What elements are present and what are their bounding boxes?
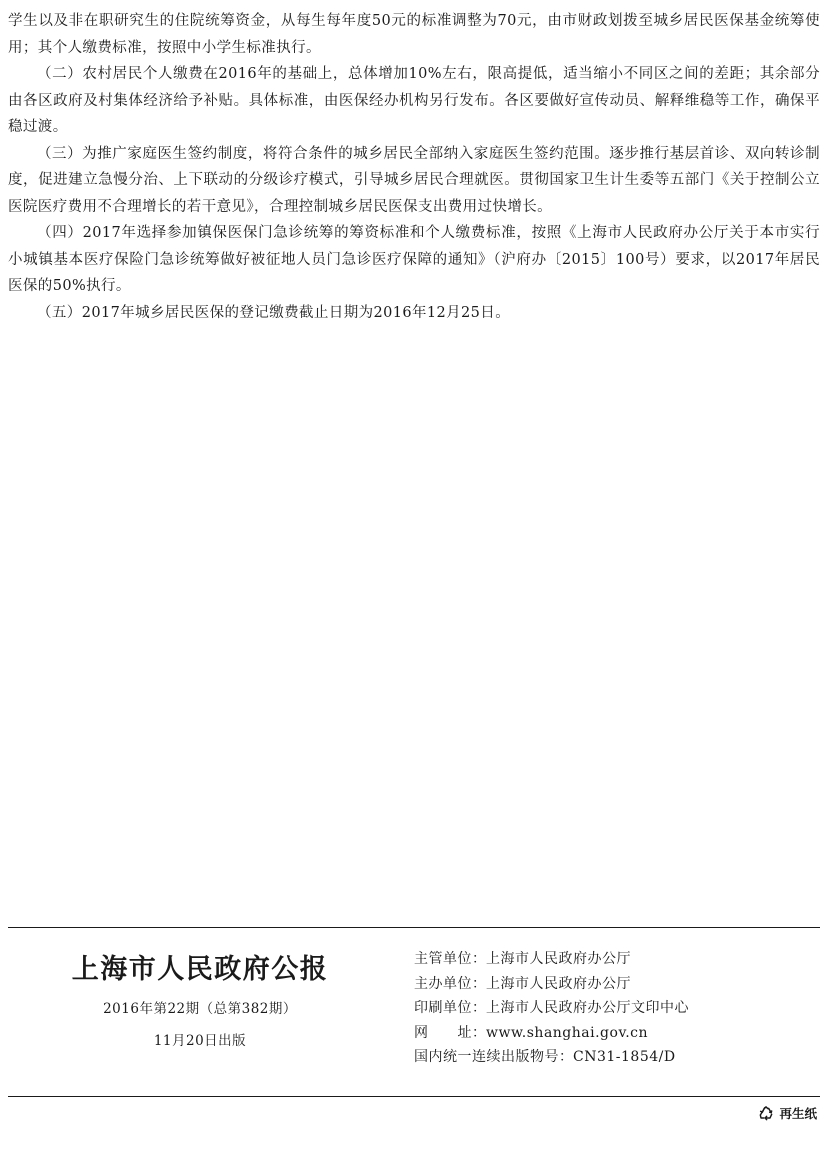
publication-date: 11月20日出版 xyxy=(153,1033,247,1049)
gazette-masthead xyxy=(8,945,392,1051)
recycled-paper-mark xyxy=(758,1104,817,1122)
info-colon: ： xyxy=(472,1024,487,1041)
gazette-title: 上海市人民政府公报 xyxy=(71,954,329,985)
info-row-website xyxy=(414,1021,820,1046)
serial-number: CN31-1854/D xyxy=(573,1049,676,1065)
paragraph-continued: 学生以及非在职研究生的住院统筹资金，从每生每年度50元的标准调整为70元，由市财政划拨至城乡居民医保基金统筹使用；其个人缴费标准，按照中小学生标准执行。 xyxy=(8,13,820,56)
recycle-icon xyxy=(758,1105,774,1121)
info-colon: ： xyxy=(472,1000,487,1016)
paragraph-item-5: （五）2017年城乡居民医保的登记缴费截止日期为2016年12月25日。 xyxy=(37,304,511,321)
article-body xyxy=(8,8,820,326)
info-label: 主管单位 xyxy=(414,951,472,967)
info-row-printer xyxy=(414,996,820,1021)
issue-number: 2016年第22期（总第382期） xyxy=(103,1001,297,1017)
website-url: www.shanghai.gov.cn xyxy=(486,1024,649,1041)
paragraph-item-2: （二）农村居民个人缴费在2016年的基础上，总体增加10%左右，限高提低，适当缩小不同区之间的差距；其余部分由各区政府及村集体经济给予补贴。具体标准，由医保经办机构另行发布。各区要做好宣传动员、解释维稳等工作，确保平稳过渡。 xyxy=(8,66,820,135)
info-colon: ： xyxy=(559,1049,574,1065)
info-row-supervisor xyxy=(414,947,820,972)
info-colon: ： xyxy=(472,975,487,992)
footer-bottom-rule xyxy=(8,1096,820,1097)
info-label: 主办单位 xyxy=(414,975,472,992)
info-value: 上海市人民政府办公厅 xyxy=(486,975,631,992)
info-row-sponsor xyxy=(414,972,820,997)
publication-info xyxy=(414,947,820,1070)
info-value: 上海市人民政府办公厅 xyxy=(486,951,631,967)
info-label: 印刷单位 xyxy=(414,1000,472,1016)
info-label: 网 址 xyxy=(414,1024,472,1041)
info-value: 上海市人民政府办公厅文印中心 xyxy=(486,1000,689,1016)
info-label: 国内统一连续出版物号 xyxy=(414,1049,559,1065)
info-colon: ： xyxy=(472,951,487,967)
info-row-serial-number xyxy=(414,1045,820,1070)
footer-top-rule xyxy=(8,927,820,928)
recycled-paper-label: 再生纸 xyxy=(779,1106,817,1121)
paragraph-item-3: （三）为推广家庭医生签约制度，将符合条件的城乡居民全部纳入家庭医生签约范围。逐步推行基层首诊、双向转诊制度，促进建立急慢分治、上下联动的分级诊疗模式，引导城乡居民合理就医。贯彻国家卫生计生委等五部门《关于控制公立医院医疗费用不合理增长的若干意见》，合理控制城乡居民医保支出费用过快增长。 xyxy=(8,145,820,215)
paragraph-item-4: （四）2017年选择参加镇保医保门急诊统筹的筹资标准和个人缴费标准，按照《上海市人民政府办公厅关于本市实行小城镇基本医疗保险门急诊统筹做好被征地人员门急诊医疗保障的通知》（沪府办〔2015〕100号）要求，以2017年居民医保的50%执行。 xyxy=(8,225,820,294)
